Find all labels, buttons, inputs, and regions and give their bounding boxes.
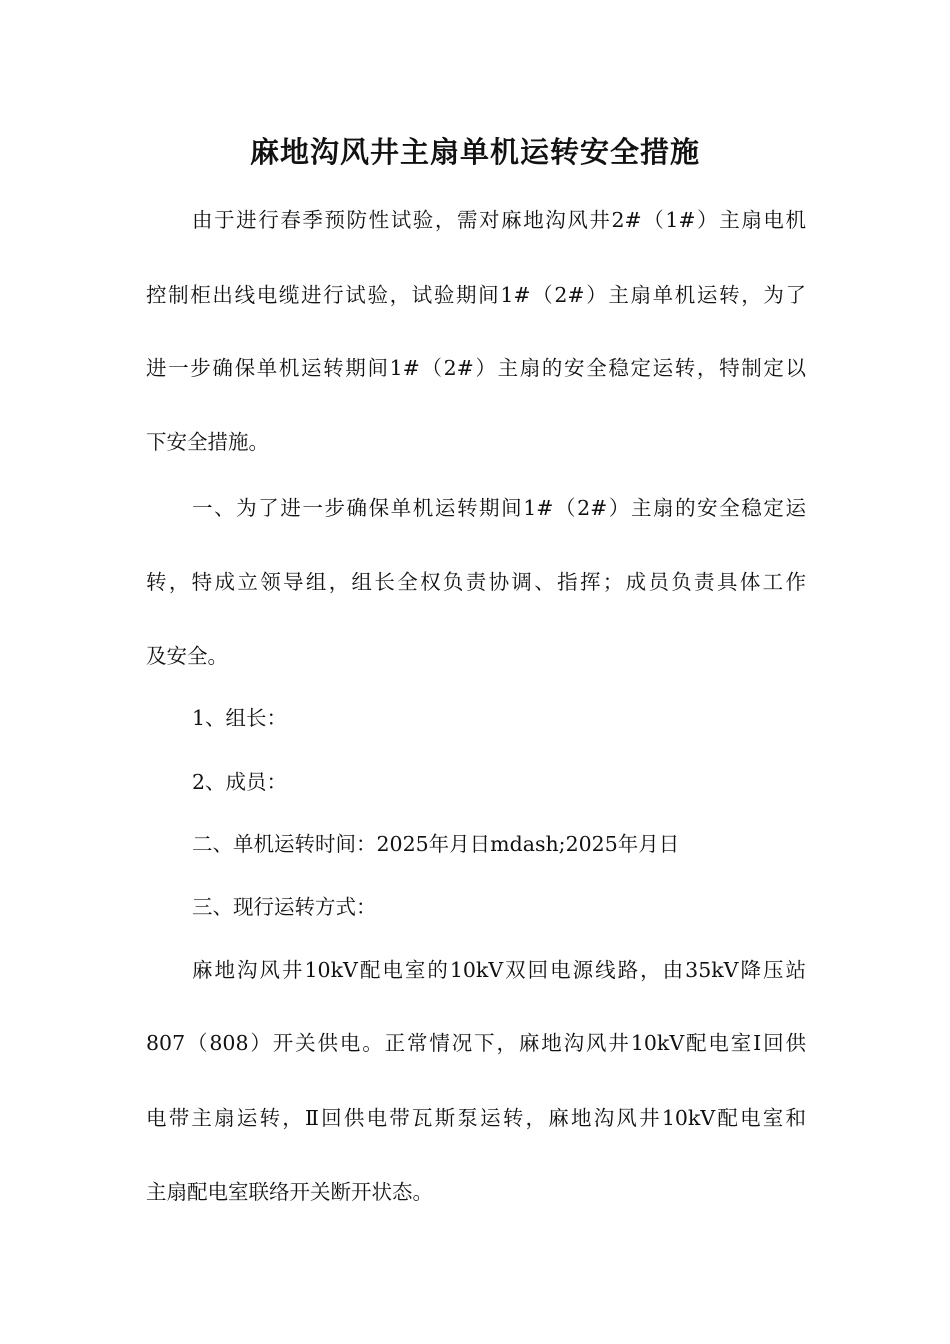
paragraph-line: 807（808）开关供电。正常情况下，麻地沟风井10kV配电室Ⅰ回供 xyxy=(146,1031,806,1055)
list-item: 1、组长： xyxy=(192,706,288,730)
paragraph-line: 控制柜出线电缆进行试验，试验期间1#（2#）主扇单机运转，为了 xyxy=(146,283,806,307)
list-item: 2、成员： xyxy=(192,770,288,794)
paragraph-line: 进一步确保单机运转期间1#（2#）主扇的安全稳定运转，特制定以 xyxy=(146,356,806,380)
paragraph-line: 电带主扇运转，Ⅱ回供电带瓦斯泵运转，麻地沟风井10kV配电室和 xyxy=(146,1106,806,1130)
paragraph-line: 下安全措施。 xyxy=(146,430,269,454)
paragraph-line: 主扇配电室联络开关断开状态。 xyxy=(146,1180,433,1204)
paragraph-line: 及安全。 xyxy=(146,644,228,668)
section-heading: 二、单机运转时间：2025年月日mdash;2025年月日 xyxy=(192,832,680,856)
paragraph-line: 转，特成立领导组，组长全权负责协调、指挥；成员负责具体工作 xyxy=(146,570,806,594)
document-title: 麻地沟风井主扇单机运转安全措施 xyxy=(249,135,700,169)
paragraph-line: 由于进行春季预防性试验，需对麻地沟风井2#（1#）主扇电机 xyxy=(192,208,806,232)
paragraph-line: 一、为了进一步确保单机运转期间1#（2#）主扇的安全稳定运 xyxy=(192,496,806,520)
paragraph-line: 麻地沟风井10kV配电室的10kV双回电源线路，由35kV降压站 xyxy=(192,958,806,982)
section-heading: 三、现行运转方式： xyxy=(192,895,377,919)
